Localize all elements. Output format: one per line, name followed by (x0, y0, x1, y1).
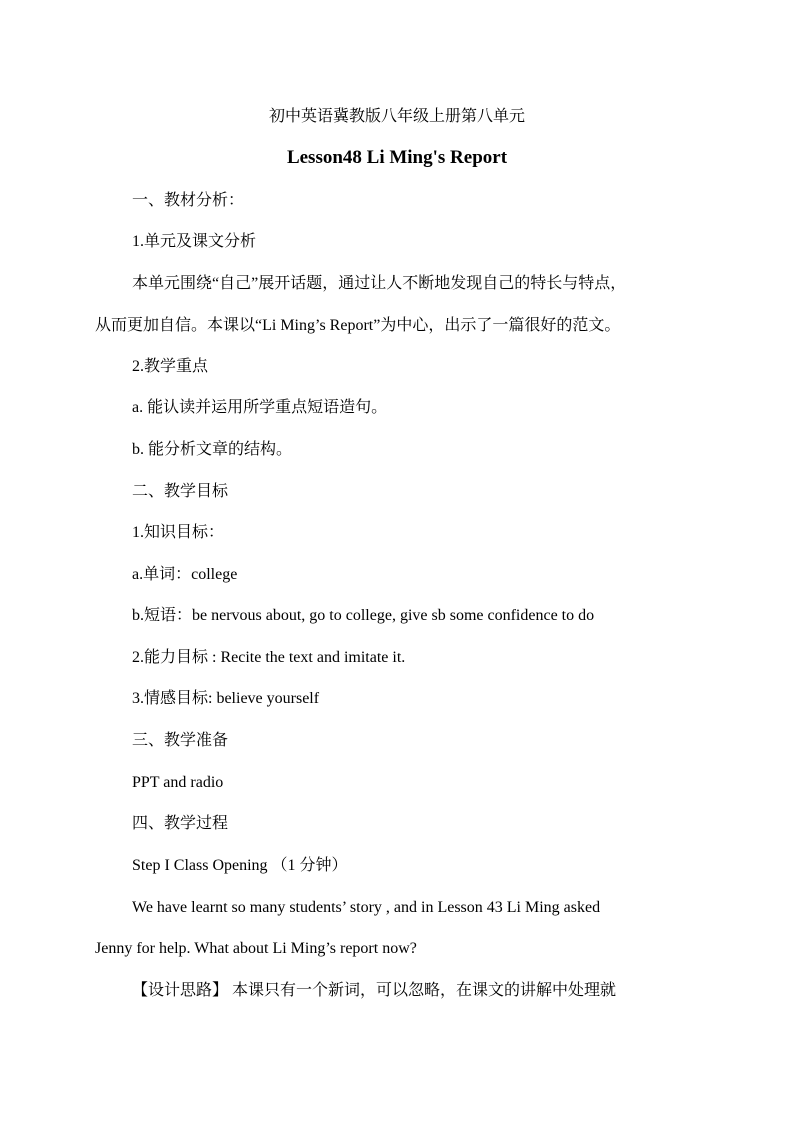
paragraph-line: 从而更加自信。本课以“Li Ming’s Report”为中心，出示了一篇很好的范文。 (95, 317, 621, 334)
paragraph-line: We have learnt so many students’ story , and in Lesson 43 Li Ming asked (132, 899, 601, 916)
ability-goal: 2.能力目标 : Recite the text and imitate it. (132, 649, 406, 666)
list-item: b.短语：be nervous about, go to college, give sb some confidence to do (132, 607, 595, 624)
subheading-key-points: 2.教学重点 (132, 358, 209, 375)
subheading-knowledge-goal: 1.知识目标： (132, 524, 225, 541)
list-item: b. 能分析文章的结构。 (132, 441, 293, 458)
section-heading-goals: 二、教学目标 (132, 483, 229, 500)
paragraph-line: Jenny for help. What about Li Ming’s report now? (95, 940, 417, 957)
list-item: a.单词：college (132, 566, 238, 583)
paragraph-line: 本单元围绕“自己”展开话题，通过让人不断地发现自己的特长与特点， (132, 275, 627, 292)
preparation-text: PPT and radio (132, 774, 224, 791)
section-heading-process: 四、教学过程 (132, 815, 229, 832)
step-heading: Step I Class Opening （1 分钟） (132, 857, 348, 874)
lesson-title: Lesson48 Li Ming's Report (286, 147, 508, 168)
list-item: a. 能认读并运用所学重点短语造句。 (132, 399, 388, 416)
document-title: 初中英语冀教版八年级上册第八单元 (268, 108, 525, 125)
design-idea-line: 【设计思路】 本课只有一个新词，可以忽略，在课文的讲解中处理就 (132, 982, 617, 999)
section-heading-preparation: 三、教学准备 (132, 732, 229, 749)
section-heading-analysis: 一、教材分析： (132, 192, 245, 209)
emotion-goal: 3.情感目标: believe yourself (132, 690, 320, 707)
subheading-unit-analysis: 1.单元及课文分析 (132, 233, 257, 250)
